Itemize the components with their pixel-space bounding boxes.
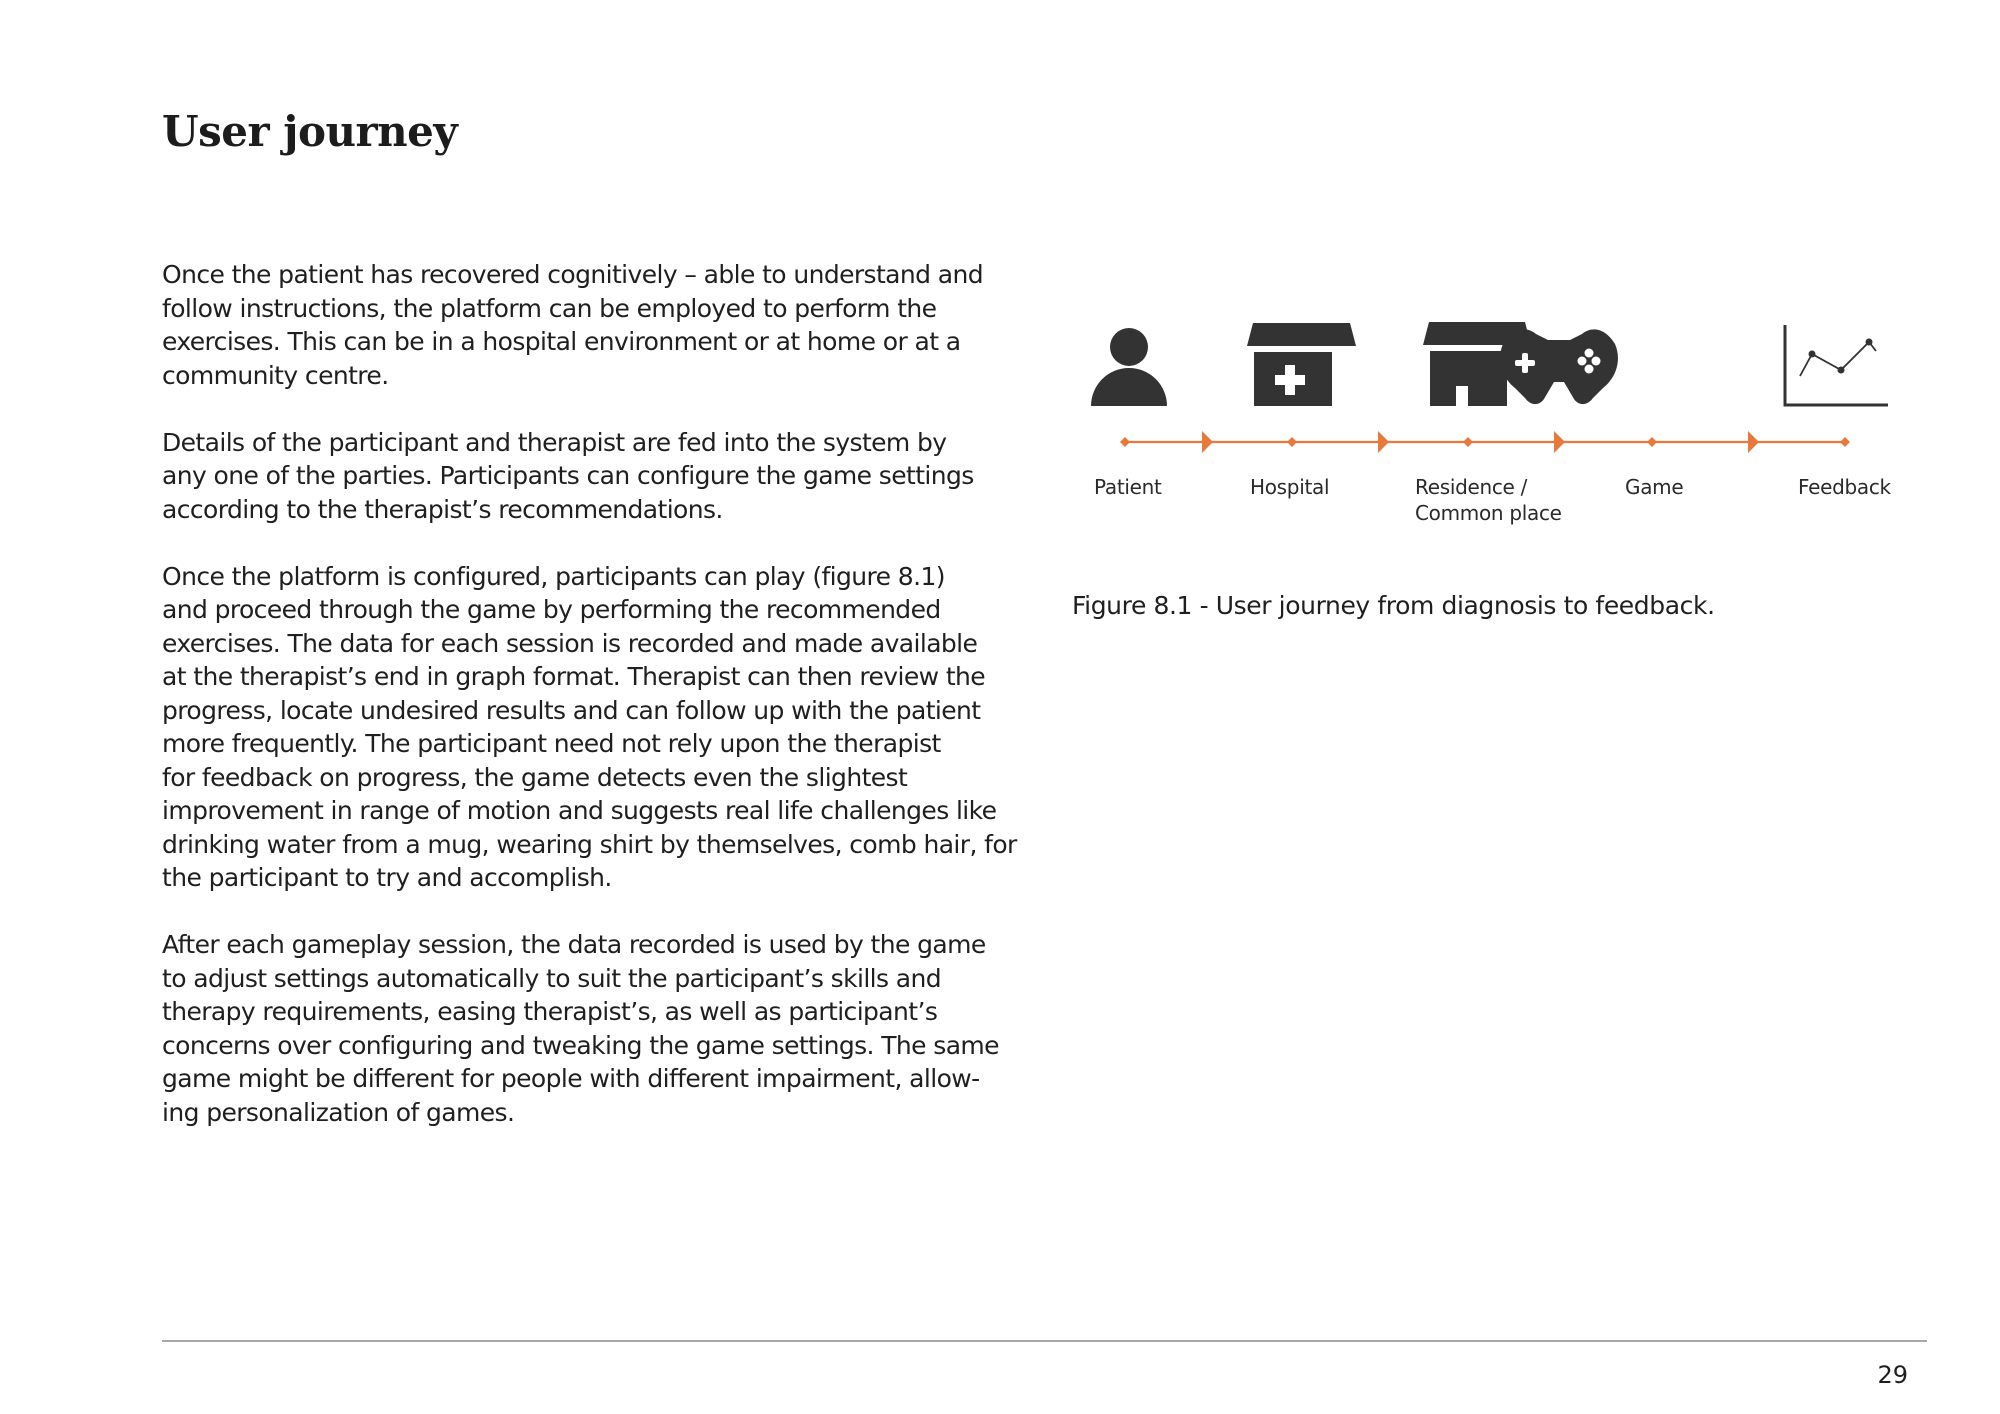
page-number: 29 (1877, 1361, 1908, 1389)
paragraph-4: After each gameplay session, the data recorded is used by the game to adjust settings automatically to suit the participant’s skills and therapy requirements, easing therapist’s, as well as participant’s concerns over configuring and tweaking the game settings. The same game might be different for people with different impairment, allow- ing personalization of games. (162, 930, 999, 1127)
timeline-arrow-1 (1202, 431, 1213, 453)
page-title: User journey (162, 107, 458, 156)
timeline-arrow-4 (1748, 431, 1759, 453)
paragraph-1: Once the patient has recovered cognitively – able to understand and follow instructions, the platform can be employed to perform the exercises. This can be in a hospital environment or at home or at a community centre. (162, 260, 983, 390)
paragraph-3: Once the platform is configured, participants can play (figure 8.1) and proceed through the game by performing the recommended exercises. The data for each session is recorded and made available at the therapist’s end in graph format. Therapist can then review the progress, locate undesired results and can follow up with the patient more frequently. The participant need not rely upon the therapist for feedback on progress, the game detects even the slightest improvement in range of motion and suggests real life challenges like drinking water from a mug, wearing shirt by themselves, comb hair, for the participant to try and accomplish. (162, 561, 1017, 892)
timeline-node-hospital (1287, 437, 1297, 447)
timeline-arrow-2 (1378, 431, 1389, 453)
gamepad-icon (1500, 329, 1618, 404)
hospital-icon (1247, 323, 1356, 406)
step-label-game: Game (1625, 475, 1684, 499)
user-journey-figure (1070, 310, 1930, 540)
figure-caption: Figure 8.1 - User journey from diagnosis to feedback. (1072, 591, 1715, 620)
step-label-feedback: Feedback (1798, 475, 1891, 499)
step-label-patient: Patient (1094, 475, 1162, 499)
body-text (162, 258, 1022, 1163)
timeline (1120, 431, 1850, 453)
footer-divider (162, 1340, 1927, 1342)
timeline-node-patient (1120, 437, 1130, 447)
line-chart-icon (1785, 325, 1888, 405)
paragraph-2: Details of the participant and therapist are fed into the system by any one of the parties. Participants can configure the game settings according to the therapist’s recommendations. (162, 427, 974, 524)
step-label-hospital: Hospital (1250, 475, 1330, 499)
timeline-node-residence (1463, 437, 1473, 447)
step-label-residence: Residence / Common place (1415, 475, 1562, 525)
timeline-node-game (1647, 437, 1657, 447)
person-icon (1091, 328, 1167, 406)
timeline-node-feedback (1840, 437, 1850, 447)
timeline-arrow-3 (1554, 431, 1565, 453)
